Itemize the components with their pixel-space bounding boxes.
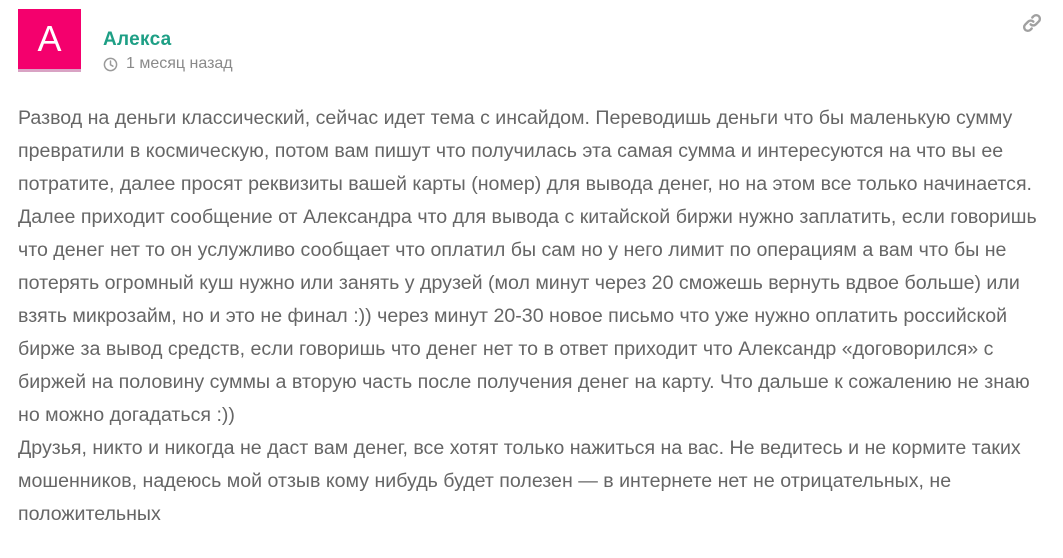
link-icon[interactable] bbox=[1021, 12, 1043, 34]
comment-body bbox=[18, 102, 1048, 531]
comment-author[interactable]: Алекса bbox=[103, 29, 172, 50]
comment-paragraph: Развод на деньги классический, сейчас идет тема с инсайдом. Переводишь деньги что бы маленькую сумму превратили в космическую, потом вам пишут что получилась эта самая сумма и интересуются на что вы ее потратите, далее просят реквизиты вашей карты (номер) для вывода денег, но на этом все только начинается. Далее приходит сообщение от Александра что для вывода с китайской биржи нужно заплатить, если говоришь что денег нет то он услужливо сообщает что оплатил бы сам но у него лимит по операциям а вам что бы не потерять огромный куш нужно или занять у друзей (мол минут через 20 сможешь вернуть вдвое больше) или взять микрозайм, но и это не финал :)) через минут 20-30 новое письмо что уже нужно оплатить российской бирже за вывод средств, если говоришь что денег нет то в ответ приходит что Александр «договорился» с биржей на половину суммы а вторую часть после получения денег на карту. Что дальше к сожалению не знаю но можно догадаться :)) bbox=[18, 107, 1037, 426]
comment-time[interactable]: 1 месяц назад bbox=[126, 55, 233, 72]
clock-icon bbox=[103, 57, 118, 72]
avatar[interactable]: A bbox=[18, 9, 81, 72]
comment-meta bbox=[103, 55, 233, 73]
comment-paragraph: Друзья, никто и никогда не даст вам денег, все хотят только нажиться на вас. Не ведитесь и не кормите таких мошенников, надеюсь мой отзыв кому нибудь будет полезен — в интернете нет не отрицательных, не положительных bbox=[18, 437, 1021, 525]
